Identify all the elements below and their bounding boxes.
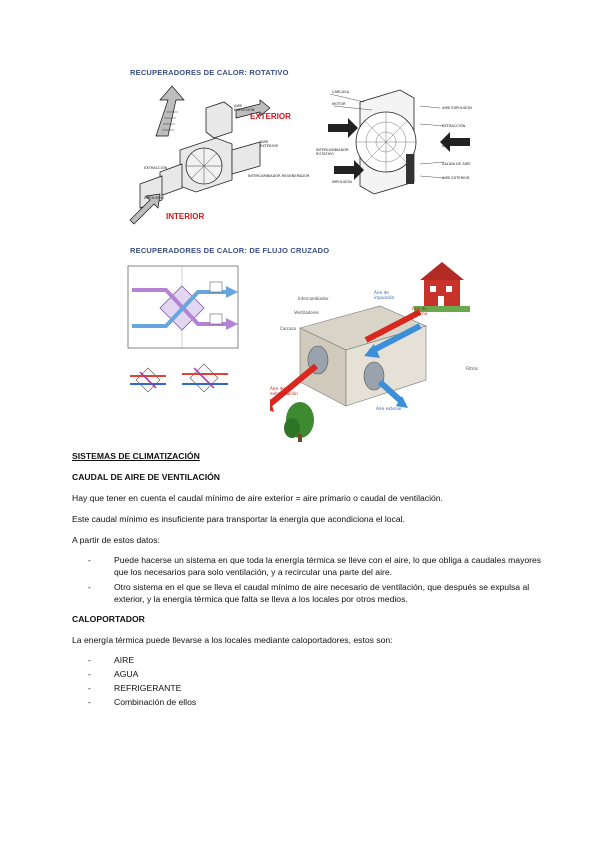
list-item bbox=[72, 581, 542, 605]
crossflow-label-filtros: Filtros bbox=[466, 366, 478, 371]
rotary-interior-label: INTERIOR bbox=[166, 212, 205, 221]
paragraph-insuficiente: Este caudal mínimo es insuficiente para transportar la energía que acondiciona el local. bbox=[72, 514, 405, 524]
paragraph-caloportadores: La energía térmica puede llevarse a los locales mediante caloportadores, estos son: bbox=[72, 635, 393, 645]
crossflow-label-aire-impulsion: Aire de impulsión bbox=[374, 290, 395, 300]
rotary-label-motor: MOTOR bbox=[332, 102, 346, 106]
rotary-label-aire-exterior: AIRE EXTERIOR bbox=[260, 140, 279, 148]
list-item bbox=[72, 668, 542, 680]
rotary-figure bbox=[120, 64, 480, 232]
rotary-left-diagram bbox=[120, 80, 300, 230]
list-item-text: REFRIGERANTE bbox=[114, 683, 182, 693]
list-item bbox=[72, 696, 542, 708]
section-title: SISTEMAS DE CLIMATIZACIÓN bbox=[72, 451, 200, 461]
rotary-label-intercambiador-rotativo: INTERCAMBIADOR ROTATIVO bbox=[316, 148, 349, 156]
crossflow-label-carcasa: Carcasa bbox=[280, 326, 296, 331]
list-dash: - bbox=[88, 669, 91, 679]
rotary-label-camara: CÁMARA DE AIRE bbox=[442, 140, 464, 148]
rotary-label-intercambiador: INTERCAMBIADOR REGENERADOR bbox=[248, 174, 310, 178]
rotary-exterior-label: EXTERIOR bbox=[250, 112, 291, 121]
rotary-label-aire-exterior-right: AIRE EXTERIOR bbox=[442, 176, 470, 180]
paragraph-partir-datos: A partir de estos datos: bbox=[72, 535, 160, 545]
rotary-label-aire-expulsion: AIRE EXPULSIÓN bbox=[234, 104, 255, 112]
rotary-label-impulsion: IMPULSIÓN bbox=[144, 196, 164, 200]
subsection-caloportador: CALOPORTADOR bbox=[72, 614, 145, 624]
rotary-label-carcasa: CARCASA bbox=[332, 90, 350, 94]
list-item bbox=[72, 654, 542, 666]
paragraph-caudal-minimo: Hay que tener en cuenta el caudal mínimo de aire exterior = aire primario o caudal de ventilación. bbox=[72, 493, 443, 503]
list-item-text: AIRE bbox=[114, 655, 135, 665]
crossflow-figure-title: RECUPERADORES DE CALOR: DE FLUJO CRUZADO bbox=[130, 246, 330, 255]
crossflow-schematic bbox=[126, 264, 242, 404]
rotary-label-extraccion: EXTRACCIÓN bbox=[144, 166, 168, 170]
crossflow-3d-unit bbox=[270, 256, 480, 442]
list-dash: - bbox=[88, 582, 91, 592]
rotary-label-extraccion-right: EXTRACCIÓN bbox=[442, 124, 466, 128]
list-dash: - bbox=[88, 555, 91, 565]
rotary-label-impulsion-right: IMPULSIÓN bbox=[332, 180, 352, 184]
crossflow-label-aire-exterior: Aire exterior bbox=[376, 406, 402, 411]
list-dash: - bbox=[88, 697, 91, 707]
rotary-label-salida: SALIDA DE AIRE bbox=[442, 162, 471, 166]
crossflow-label-aire-retorno: Aire de retorno bbox=[412, 306, 428, 316]
crossflow-label-aire-extraccion: Aire de exhaustación bbox=[270, 386, 298, 396]
crossflow-label-intercambiador: Intercambiador bbox=[298, 296, 329, 301]
list-dash: - bbox=[88, 655, 91, 665]
crossflow-label-ventiladores: Ventiladores bbox=[294, 310, 319, 315]
list-item-text: AGUA bbox=[114, 669, 139, 679]
rotary-label-aire-expulsion-right: AIRE EXPULSIÓN bbox=[442, 106, 472, 110]
caloportador-list bbox=[72, 654, 542, 708]
list-dash: - bbox=[88, 683, 91, 693]
subsection-caudal: CAUDAL DE AIRE DE VENTILACIÓN bbox=[72, 472, 221, 482]
list-item bbox=[72, 682, 542, 694]
document-body bbox=[72, 450, 542, 708]
list-item bbox=[72, 554, 542, 578]
rotary-figure-title: RECUPERADORES DE CALOR: ROTATIVO bbox=[130, 68, 289, 77]
list-item-text: Puede hacerse un sistema en que toda la energía térmica se lleve con el aire, lo que obliga a caudales mayores que los necesarios para solo ventilación, y a recircular una parte del aire. bbox=[114, 555, 542, 577]
crossflow-figure bbox=[120, 242, 480, 442]
list-item-text: Otro sistema en el que se lleva el caudal mínimo de aire necesario de ventilación, que después se expulsa al exterior, y la energía térmica que falta se lleva a los locales por otros medios. bbox=[114, 582, 530, 604]
list-item-text: Combinación de ellos bbox=[114, 697, 197, 707]
systems-list bbox=[72, 554, 542, 605]
